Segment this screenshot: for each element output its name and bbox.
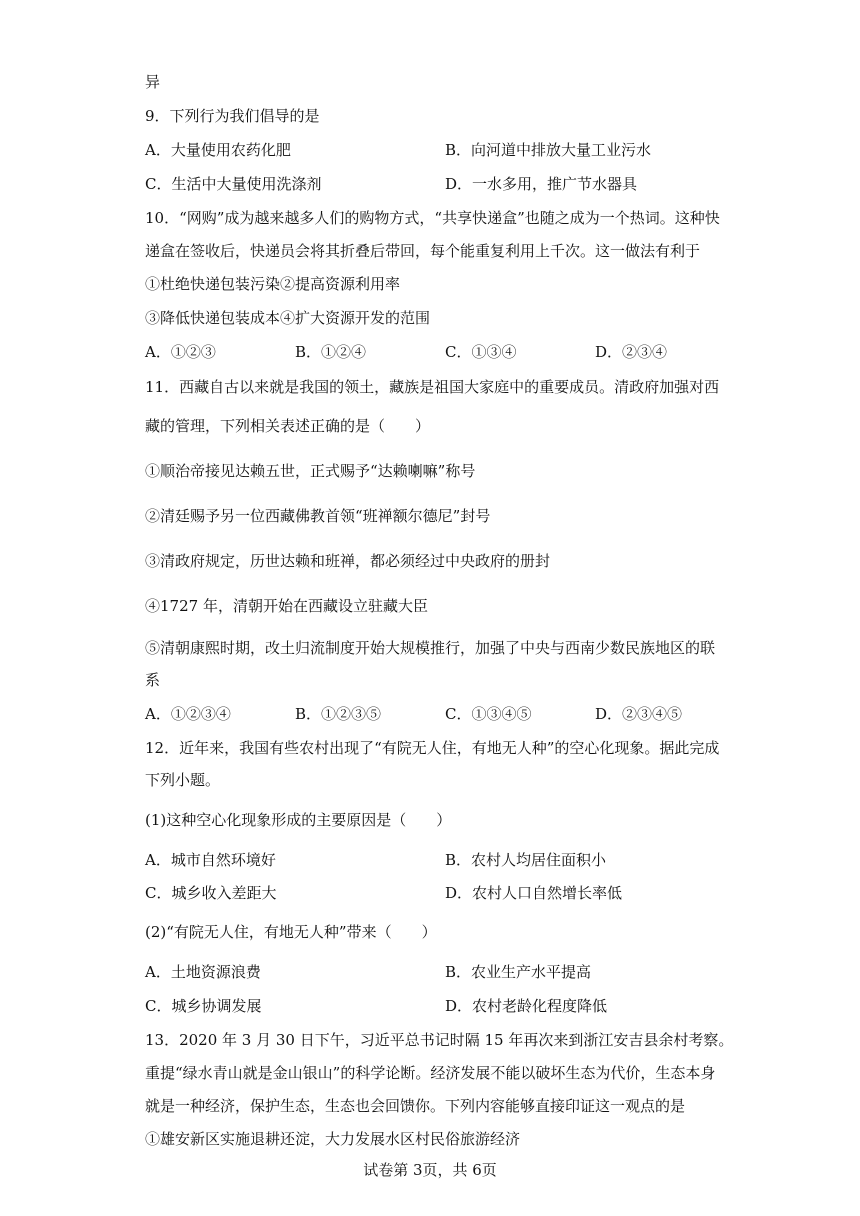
question-10-stem-line-1: 10．“网购”成为越来越多人们的购物方式，“共享快递盒”也随之成为一个热词。这种快 (145, 209, 720, 227)
text-line: 异 (145, 73, 161, 91)
q9-option-b: B．向河道中排放大量工业污水 (445, 141, 652, 159)
q9-option-a: A．大量使用农药化肥 (145, 141, 291, 159)
question-11-stem-line-2: 藏的管理，下列相关表述正确的是（ ） (145, 417, 431, 435)
question-11-statement: ①顺治帝接见达赖五世，正式赐予“达赖喇嘛”称号 (145, 462, 476, 480)
q10-option-a: A．①②③ (145, 343, 216, 361)
question-11-statement: ⑤清朝康熙时期，改土归流制度开始大规模推行，加强了中央与西南少数民族地区的联 (145, 639, 716, 657)
q12-1-option-c: C．城乡收入差距大 (145, 884, 277, 902)
question-13-stem-line-3: 就是一种经济，保护生态，生态也会回馈你。下列内容能够直接印证这一观点的是 (145, 1097, 686, 1115)
question-11-stem-line-1: 11．西藏自古以来就是我国的领土，藏族是祖国大家庭中的重要成员。清政府加强对西 (145, 378, 720, 396)
q9-option-c: C．生活中大量使用洗涤剂 (145, 175, 322, 193)
question-13-stem-line-2: 重提“绿水青山就是金山银山”的科学论断。经济发展不能以破坏生态为代价，生态本身 (145, 1064, 716, 1082)
question-12-sub-2: (2)“有院无人住，有地无人种”带来（ ） (145, 923, 437, 941)
q10-option-d: D．②③④ (595, 343, 668, 361)
question-12-stem-line-2: 下列小题。 (145, 771, 221, 789)
q12-2-option-a: A．土地资源浪费 (145, 963, 261, 981)
q9-option-d: D．一水多用，推广节水器具 (445, 175, 638, 193)
q11-option-a: A．①②③④ (145, 705, 231, 723)
q10-option-b: B．①②④ (295, 343, 367, 361)
q11-option-c: C．①③④⑤ (445, 705, 532, 723)
question-10-statement: ③降低快递包装成本④扩大资源开发的范围 (145, 309, 431, 327)
q12-2-option-b: B．农业生产水平提高 (445, 963, 592, 981)
question-9-stem: 9．下列行为我们倡导的是 (145, 107, 320, 125)
q10-option-c: C．①③④ (445, 343, 517, 361)
question-12-sub-1: (1)这种空心化现象形成的主要原因是（ ） (145, 811, 452, 829)
question-10-statement: ①杜绝快递包装污染②提高资源利用率 (145, 275, 401, 293)
question-11-statement-continued: 系 (145, 671, 161, 689)
q11-option-d: D．②③④⑤ (595, 705, 683, 723)
q12-1-option-d: D．农村人口自然增长率低 (445, 884, 623, 902)
page-footer: 试卷第 3页，共 6页 (363, 1161, 497, 1179)
q12-2-option-d: D．农村老龄化程度降低 (445, 997, 608, 1015)
question-11-statement: ④1727 年，清朝开始在西藏设立驻藏大臣 (145, 597, 428, 615)
question-13-statement: ①雄安新区实施退耕还淀，大力发展水区村民俗旅游经济 (145, 1130, 521, 1148)
question-12-stem-line-1: 12．近年来，我国有些农村出现了“有院无人住，有地无人种”的空心化现象。据此完成 (145, 739, 720, 757)
question-13-stem-line-1: 13．2020 年 3 月 30 日下午，习近平总书记时隔 15 年再次来到浙江安吉县余村考察。 (145, 1031, 734, 1049)
q11-option-b: B．①②③⑤ (295, 705, 382, 723)
q12-1-option-b: B．农村人均居住面积小 (445, 851, 607, 869)
q12-2-option-c: C．城乡协调发展 (145, 997, 262, 1015)
question-11-statement: ③清政府规定，历世达赖和班禅，都必须经过中央政府的册封 (145, 552, 551, 570)
q12-1-option-a: A．城市自然环境好 (145, 851, 276, 869)
question-11-statement: ②清廷赐予另一位西藏佛教首领“班禅额尔德尼”封号 (145, 507, 491, 525)
question-10-stem-line-2: 递盒在签收后，快递员会将其折叠后带回，每个能重复利用上千次。这一做法有利于 (145, 242, 701, 260)
